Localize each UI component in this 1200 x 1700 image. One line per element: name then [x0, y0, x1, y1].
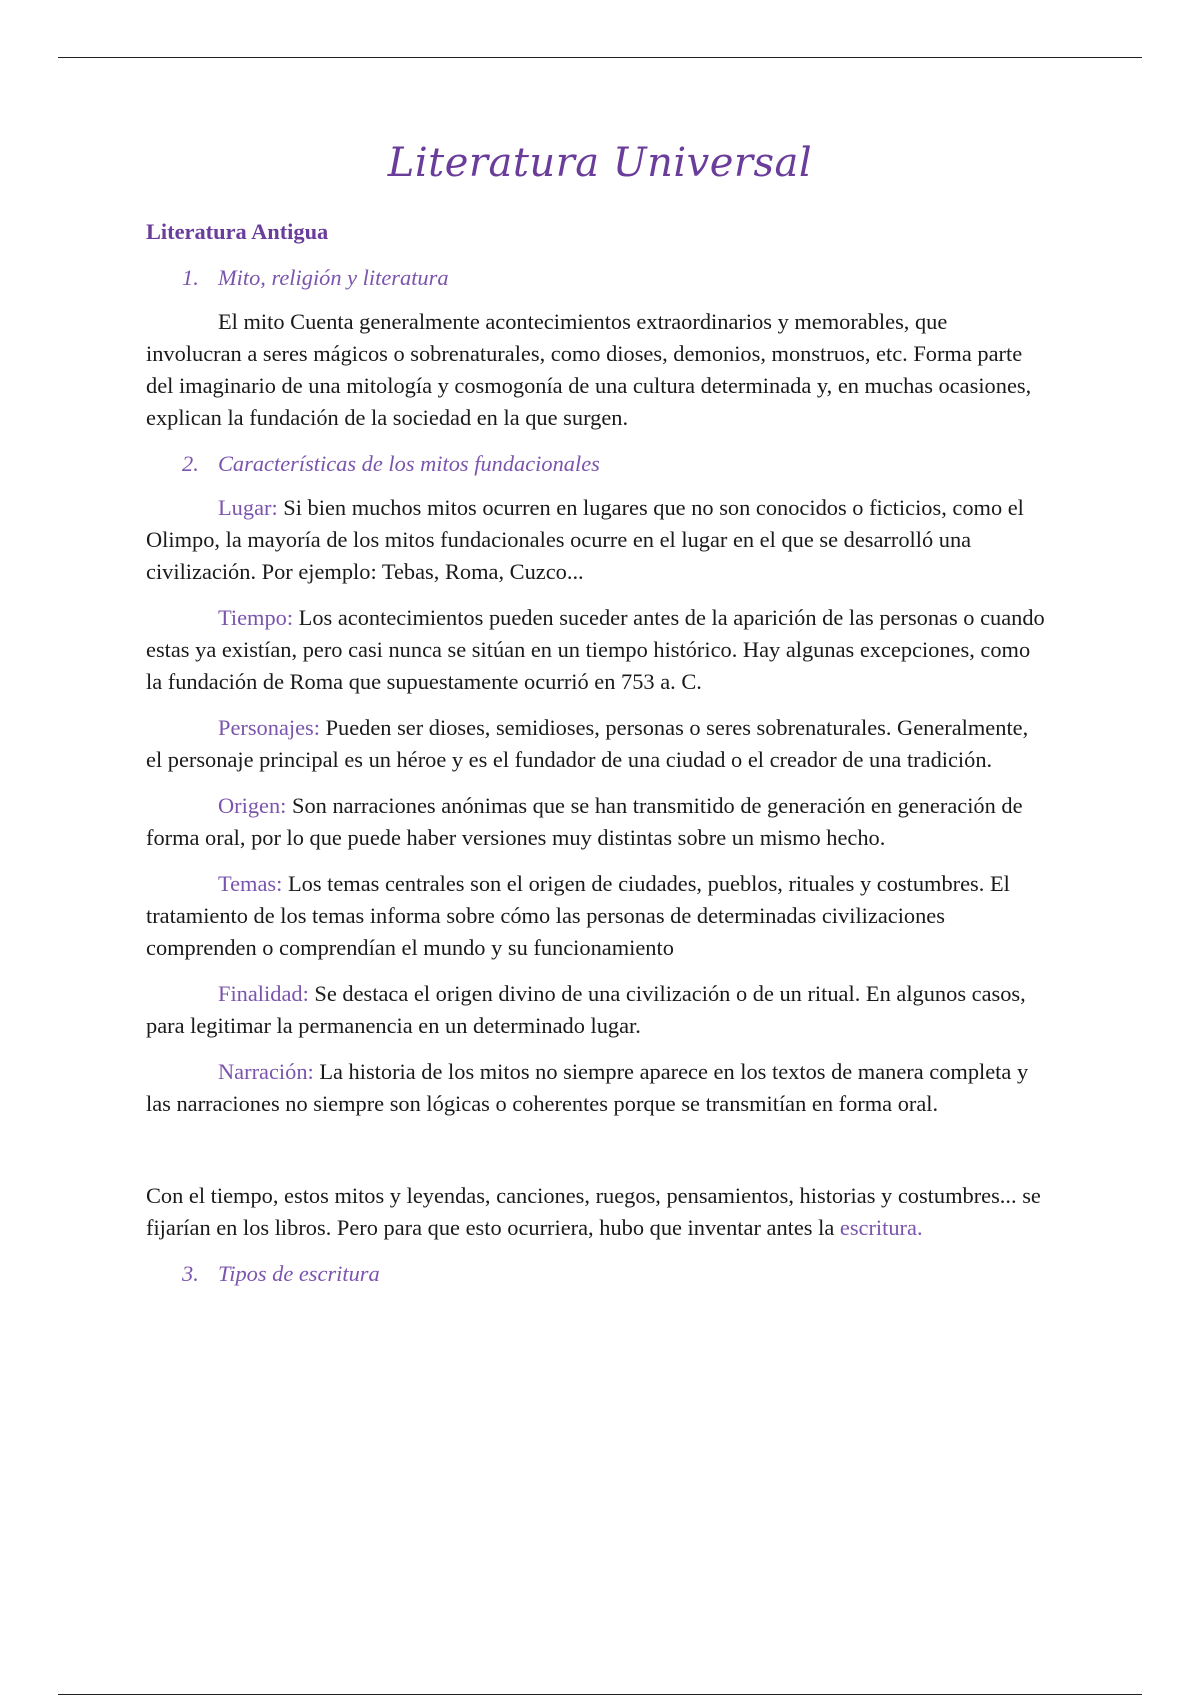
subheading-title: Características de los mitos fundacionales: [218, 451, 600, 476]
section-heading: Literatura Antigua: [146, 219, 329, 244]
characteristic-text: Pueden ser dioses, semidioses, personas o seres sobrenaturales. Generalmente, el personaje principal es un héroe y es el fundador de una ciudad o el creador de una tradición.: [146, 715, 1029, 772]
characteristic-tiempo: [146, 602, 1046, 698]
subheading-1: [182, 262, 1046, 294]
characteristic-text: Se destaca el origen divino de una civilización o de un ritual. En algunos casos, para legitimar la permanencia en un determinado lugar.: [146, 981, 1026, 1038]
characteristic-text: Los acontecimientos pueden suceder antes de la aparición de las personas o cuando estas ya existían, pero casi nunca se sitúan en un tiempo histórico. Hay algunas excepciones, como la fundación de Roma que supuestamente ocurrió en 753 a. C.: [146, 605, 1045, 694]
characteristic-text: Los temas centrales son el origen de ciudades, pueblos, rituales y costumbres. El tratamiento de los temas informa sobre cómo las personas de determinadas civilizaciones comprenden o comprendían el mundo y su funcionamiento: [146, 871, 1010, 960]
subheading-number: 2.: [182, 451, 199, 476]
characteristic-label: Personajes:: [218, 715, 320, 740]
subheading-title: Tipos de escritura: [218, 1261, 380, 1286]
characteristic-temas: [146, 868, 1046, 964]
characteristic-lugar: [146, 492, 1046, 588]
characteristic-personajes: [146, 712, 1046, 776]
characteristic-label: Tiempo:: [218, 605, 294, 630]
characteristic-text: Son narraciones anónimas que se han transmitido de generación en generación de forma oral, por lo que puede haber versiones muy distintas sobre un mismo hecho.: [146, 793, 1023, 850]
closing-text: Con el tiempo, estos mitos y leyendas, canciones, ruegos, pensamientos, historias y costumbres... se fijarían en los libros. Pero para que esto ocurriera, hubo que inventar antes la: [146, 1183, 1041, 1240]
top-rule: [58, 57, 1142, 58]
characteristic-text: Si bien muchos mitos ocurren en lugares que no son conocidos o ficticios, como el Olimpo, la mayoría de los mitos fundacionales ocurre en el lugar en el que se desarrolló una civilización. Por ejemplo: Tebas, Roma, Cuzco...: [146, 495, 1024, 584]
characteristic-narracion: [146, 1056, 1046, 1120]
characteristic-label: Origen:: [218, 793, 287, 818]
characteristic-label: Temas:: [218, 871, 283, 896]
subheading-2: [182, 448, 1046, 480]
closing-highlight: escritura.: [839, 1215, 923, 1240]
characteristic-label: Narración:: [218, 1059, 314, 1084]
subheading-number: 1.: [182, 265, 199, 290]
document-body: [146, 216, 1046, 1302]
closing-paragraph: [146, 1180, 1046, 1244]
subheading-title: Mito, religión y literatura: [218, 265, 449, 290]
subheading-3: [182, 1258, 1046, 1290]
characteristic-finalidad: [146, 978, 1046, 1042]
subheading-number: 3.: [182, 1261, 199, 1286]
spacer: [146, 1134, 1046, 1180]
characteristic-text: La historia de los mitos no siempre aparece en los textos de manera completa y las narraciones no siempre son lógicas o coherentes porque se transmitían en forma oral.: [146, 1059, 1029, 1116]
page-title: Literatura Universal: [387, 140, 813, 186]
characteristic-origen: [146, 790, 1046, 854]
intro-paragraph: El mito Cuenta generalmente acontecimientos extraordinarios y memorables, que involucran a seres mágicos o sobrenaturales, como dioses, demonios, monstruos, etc. Forma parte del imaginario de una mitología y cosmogonía de una cultura determinada y, en muchas ocasiones, explican la fundación de la sociedad en la que surgen.: [146, 309, 1032, 430]
bottom-rule: [58, 1694, 1142, 1695]
characteristic-label: Finalidad:: [218, 981, 309, 1006]
characteristic-label: Lugar:: [218, 495, 278, 520]
